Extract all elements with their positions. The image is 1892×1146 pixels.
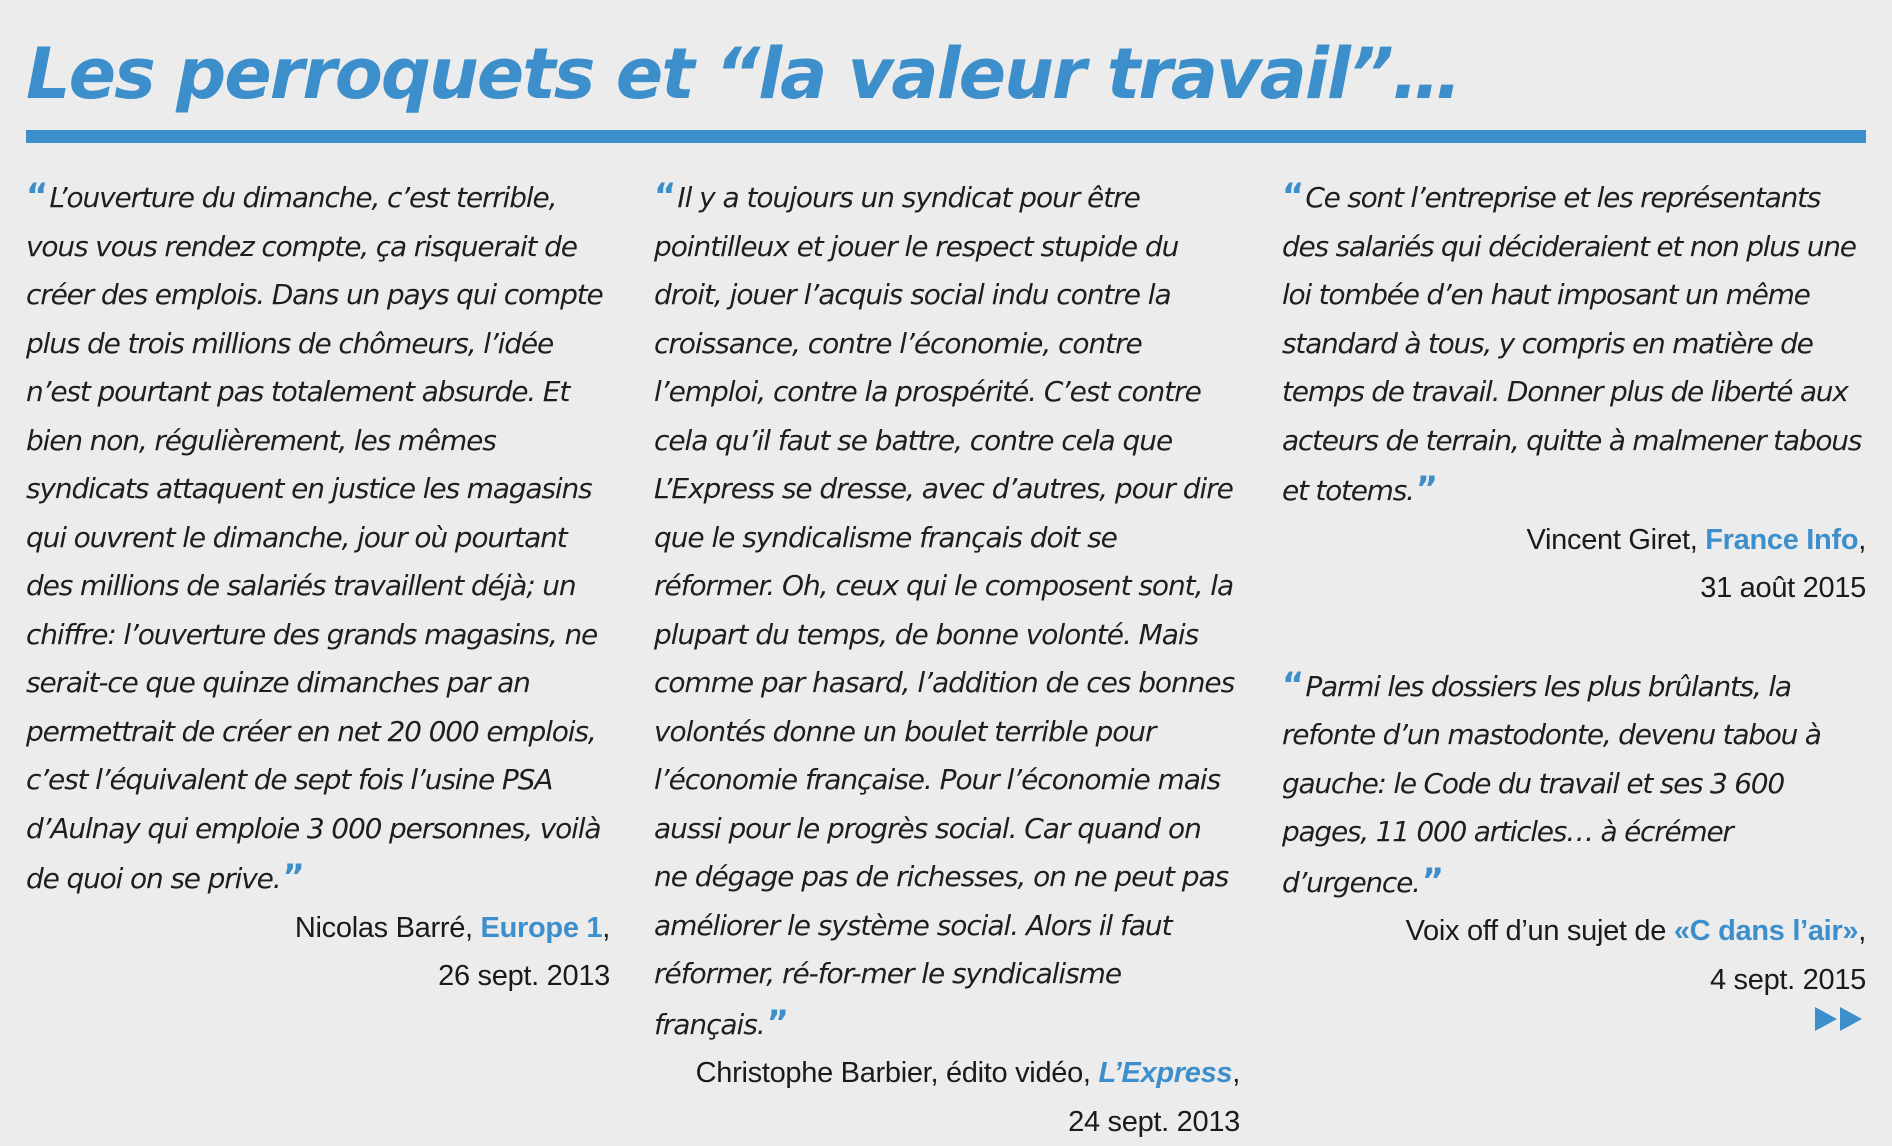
quote-author: Vincent Giret, [1526, 523, 1706, 556]
quote-block [1282, 172, 1866, 613]
quote-author: Christophe Barbier, édito vidéo, [695, 1057, 1099, 1089]
open-quote-icon: “ [1282, 664, 1301, 705]
quote-text: Ce sont l’entreprise et les représentants des salariés qui décideraient et non plus une loi tombée d’en haut imposant un même standard à tous, y compris en matière de temps de travail. Donner plus de liberté aux acteurs de terrain, quitte à malmener tabous et totems. [1282, 181, 1862, 507]
open-quote-icon: “ [26, 176, 45, 216]
page-title: Les perroquets et “la valeur travail”… [26, 33, 1460, 115]
quote-block [1282, 661, 1866, 1005]
quote-paragraph [1282, 661, 1866, 908]
quote-paragraph [26, 172, 610, 904]
quote-date: 4 sept. 2015 [1709, 963, 1866, 996]
quote-paragraph [1282, 172, 1866, 516]
quote-attribution [1282, 907, 1866, 1004]
column-right [1282, 172, 1866, 1004]
quote-block [654, 172, 1240, 1146]
quote-date: 24 sept. 2013 [1068, 1105, 1240, 1138]
close-quote-icon: ” [282, 857, 301, 897]
open-quote-icon: “ [654, 176, 673, 216]
attribution-comma: , [1858, 915, 1866, 947]
quote-attribution [654, 1049, 1240, 1146]
attribution-comma: , [1858, 523, 1866, 556]
quote-author: Voix off d’un sujet de [1405, 915, 1674, 947]
attribution-comma: , [602, 911, 610, 944]
quote-source: France Info [1705, 523, 1859, 556]
open-quote-icon: “ [1282, 176, 1301, 216]
close-quote-icon: ” [1421, 860, 1441, 901]
column-left [26, 172, 610, 1001]
quote-attribution [26, 904, 610, 1001]
quote-date: 31 août 2015 [1700, 572, 1866, 604]
quote-text: Parmi les dossiers les plus brûlants, la refonte d’un mastodonte, devenu tabou à gauche: le Code du travail et ses 3 600 pages, 11 000 articles… à écrémer d’urgence. [1282, 669, 1821, 899]
quote-source: L’Express [1098, 1057, 1233, 1089]
quote-author: Nicolas Barré, [294, 911, 481, 944]
quote-paragraph [654, 172, 1240, 1049]
quote-block [26, 172, 610, 1001]
quote-spacer [1282, 613, 1866, 661]
quote-source: «C dans l’air» [1673, 915, 1859, 947]
title-underline [26, 130, 1866, 143]
quote-text: Il y a toujours un syndicat pour être pointilleux et jouer le respect stupide du droit, jouer l’acquis social indu contre la croissance, contre l’économie, contre l’emploi, contre la prospérité. C’est contre cela qu’il faut se battre, contre cela que L’Express se dresse, avec d’autres, pour dire que le syndicalisme français doit se réformer. Oh, ceux qui le composent sont, la plupart du temps, de bonne volonté. Mais comme par hasard, l’addition de ces bonnes volontés donne un boulet terrible pour l’économie française. Pour l’économie mais aussi pour le progrès social. Car quand on ne dégage pas de richesses, on ne peut pas améliorer le système social. Alors il faut réformer, ré-for-mer le syndicalisme français. [654, 181, 1235, 1041]
column-middle [654, 172, 1240, 1146]
quote-source: Europe 1 [480, 911, 603, 944]
attribution-comma: , [1232, 1057, 1240, 1089]
quote-text: L’ouverture du dimanche, c’est terrible, vous vous rendez compte, ça risquerait de créer des emplois. Dans un pays qui compte plus de trois millions de chômeurs, l’idée n’est pourtant pas totalement absurde. Et bien non, régulièrement, les mêmes syndicats attaquent en justice les magasins qui ouvrent le dimanche, jour où pourtant des millions de salariés travaillent déjà; un chiffre: l’ouverture des grands magasins, ne serait-ce que quinze dimanches par an permettrait de créer en net 20 000 emplois, c’est l’équivalent de sept fois l’usine PSA d’Aulnay qui emploie 3 000 personnes, voilà de quoi on se prive. [26, 181, 603, 895]
close-quote-icon: ” [1415, 469, 1435, 509]
close-quote-icon: ” [766, 1002, 786, 1043]
double-arrow-right-icon [1815, 1005, 1865, 1033]
quote-attribution [1282, 516, 1866, 613]
next-page-button[interactable] [1815, 1005, 1865, 1033]
quote-date: 26 sept. 2013 [438, 960, 610, 992]
